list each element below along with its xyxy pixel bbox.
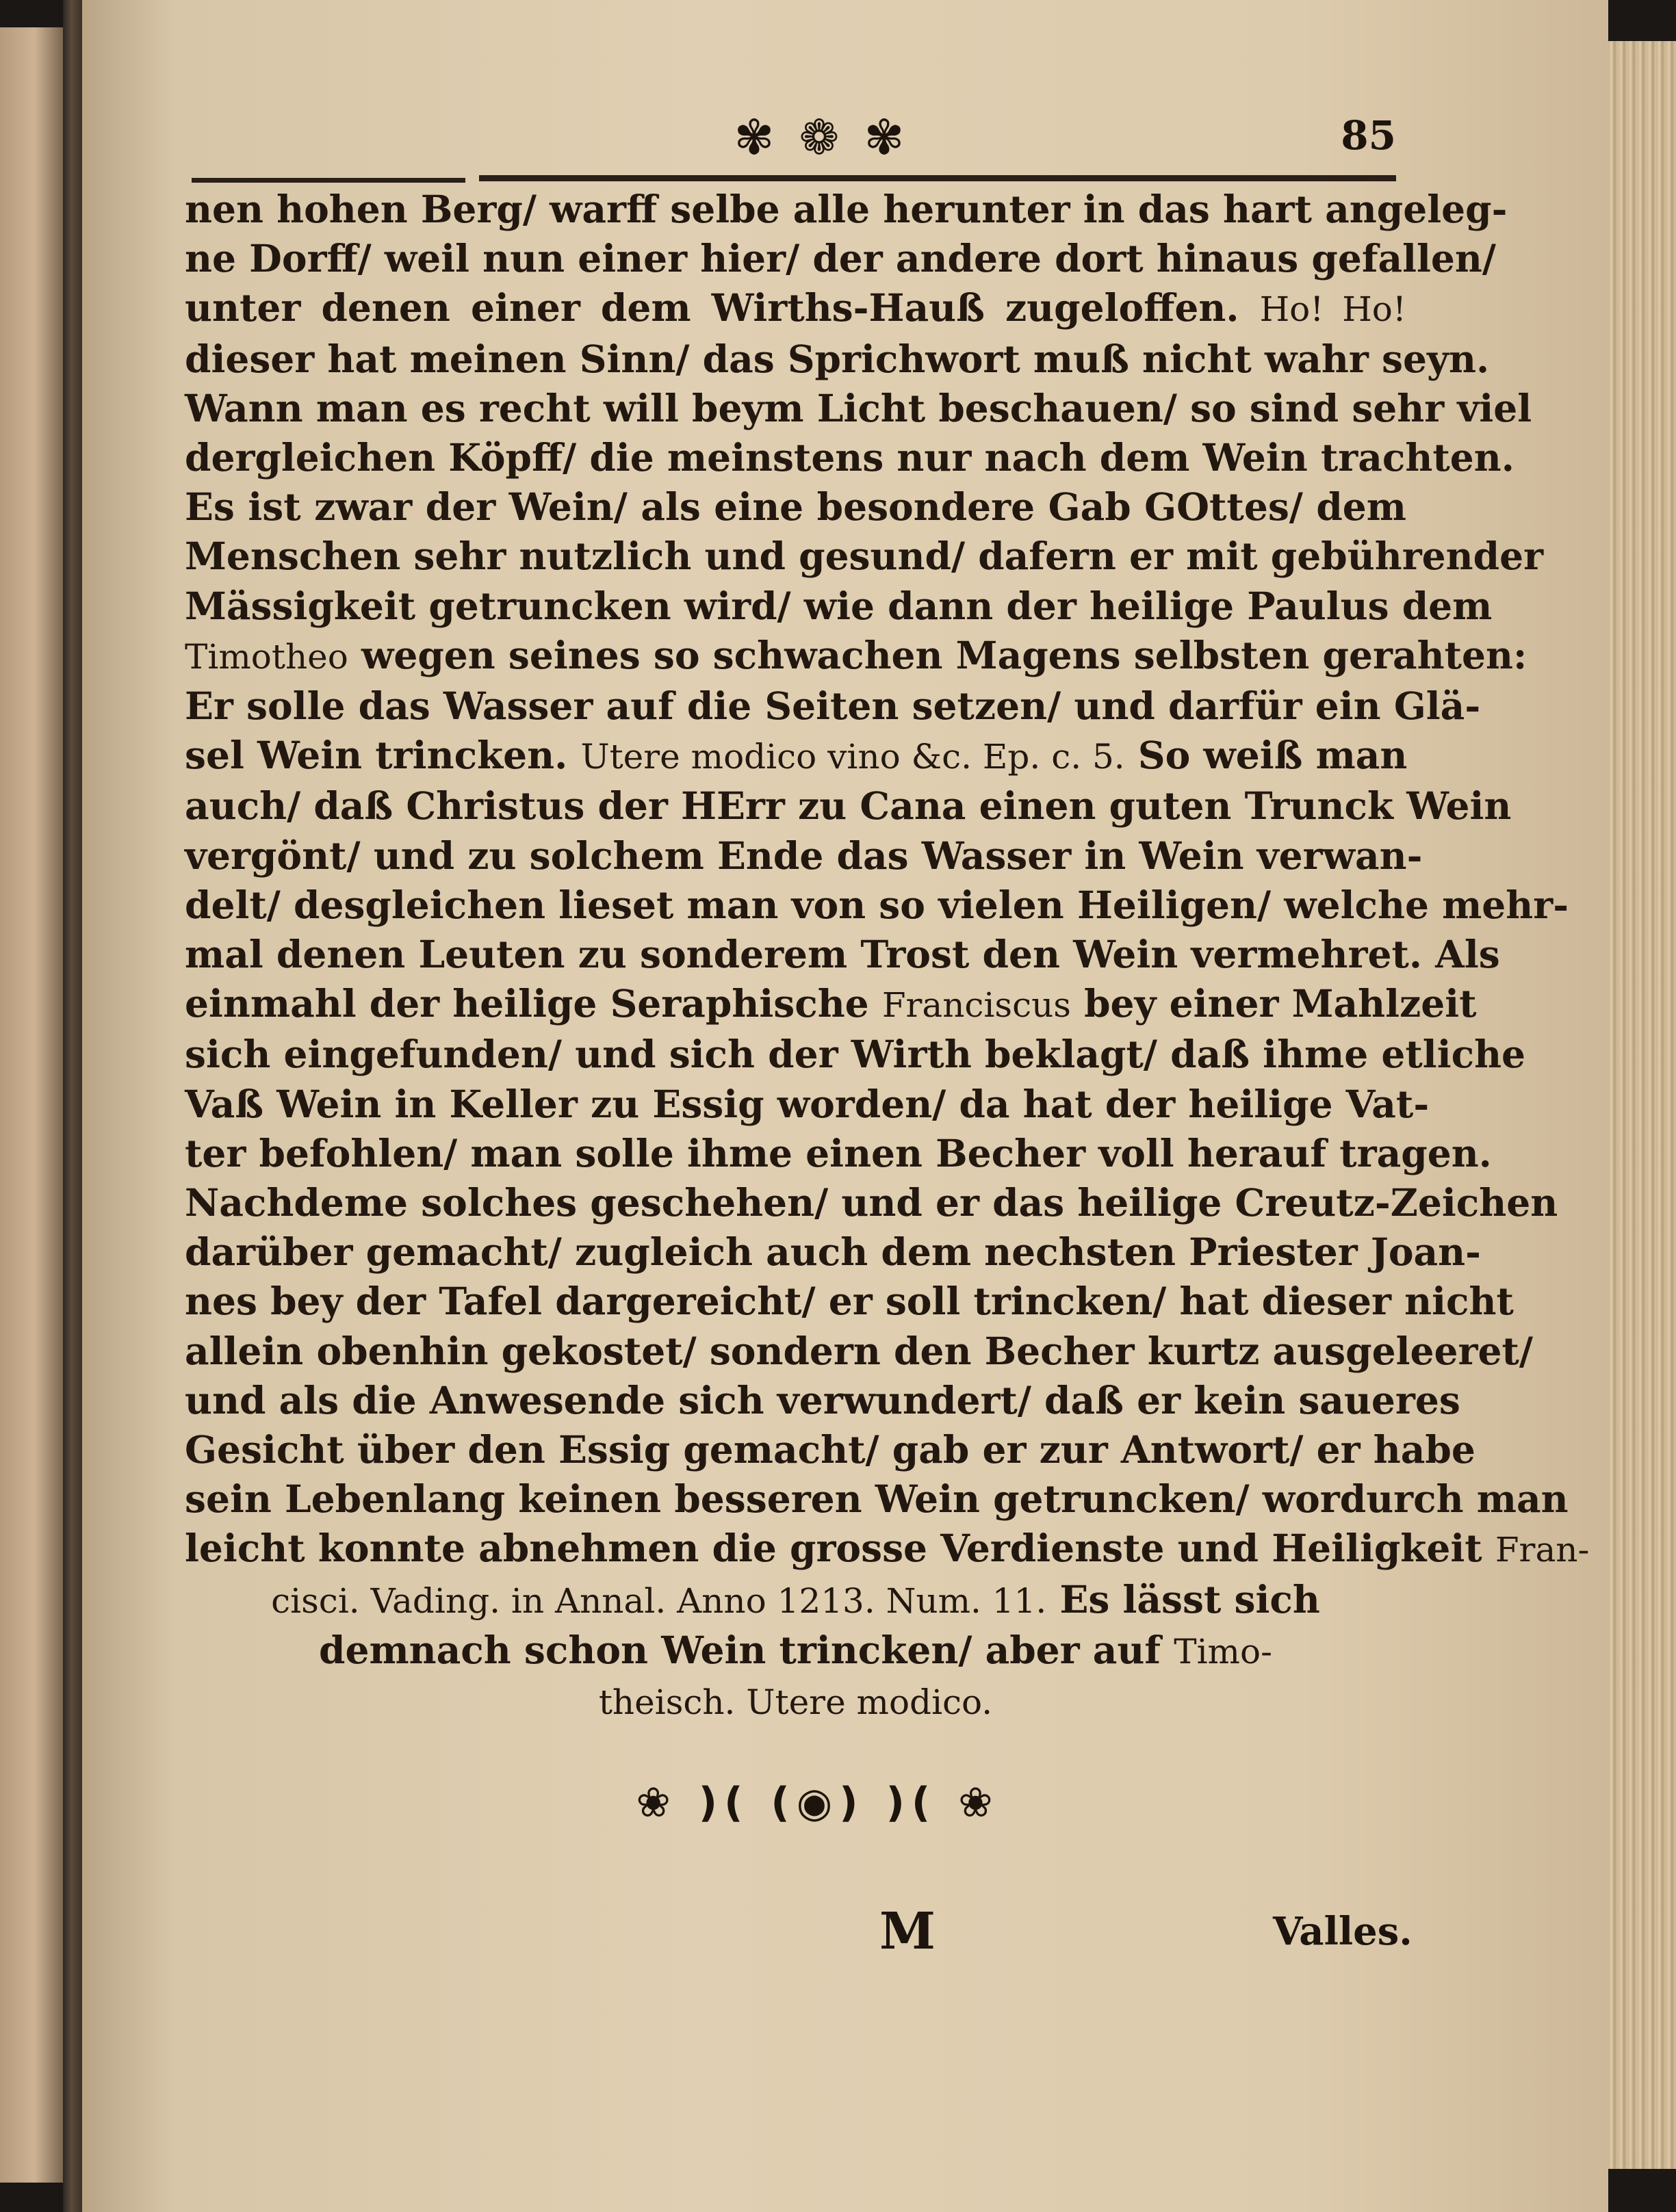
text-line (185, 433, 1514, 482)
text-line (185, 881, 1569, 930)
text-segment: sich eingefunden/ und sich der Wirth beklagt/ daß ihme etliche (185, 1032, 1526, 1077)
text-segment: demnach schon Wein trincken/ aber auf (319, 1627, 1174, 1672)
text-segment: unter denen einer dem Wirths-Hauß zugeloffen. (185, 285, 1260, 330)
text-line (185, 979, 1477, 1030)
text-line (185, 731, 1406, 781)
text-line (185, 681, 1481, 731)
text-line (185, 831, 1423, 881)
header-rule-right (479, 175, 1396, 181)
text-line (185, 1080, 1430, 1129)
text-line (185, 1030, 1526, 1079)
text-segment: darüber gemacht/ zugleich auch dem nechsten Priester Joan- (185, 1229, 1481, 1275)
text-segment: dergleichen Köpff/ die meinstens nur nach dem Wein trachten. (185, 435, 1514, 480)
text-line (185, 930, 1500, 979)
text-segment: Vaß Wein in Keller zu Essig worden/ da hat der heilige Vat- (185, 1081, 1430, 1126)
text-line (185, 1524, 1590, 1574)
text-line (185, 482, 1406, 532)
text-line (185, 1277, 1514, 1326)
text-line (185, 1129, 1492, 1178)
tailpiece-ornament: ❀ )( (◉) )( ❀ (636, 1779, 1000, 1827)
text-line (185, 1227, 1481, 1277)
text-segment: allein obenhin gekostet/ sondern den Becher kurtz ausgeleeret/ (185, 1328, 1533, 1373)
text-segment: mal denen Leuten zu sonderem Trost den Wein vermehret. Als (185, 932, 1500, 977)
text-segment: Es ist zwar der Wein/ als eine besondere Gab GOttes/ dem (185, 484, 1406, 530)
text-line (185, 1626, 1406, 1676)
text-segment: und als die Anwesende sich verwundert/ daß er kein saueres (185, 1377, 1460, 1422)
text-line (185, 185, 1508, 234)
text-segment: dieser hat meinen Sinn/ das Sprichwort muß nicht wahr seyn. (185, 336, 1490, 381)
text-segment: vergönt/ und zu solchem Ende das Wasser in Wein verwan- (185, 833, 1423, 878)
page-header (185, 109, 1403, 178)
signature-mark: M (879, 1902, 936, 1961)
text-segment: leicht konnte abnehmen die grosse Verdienste und Heiligkeit (185, 1526, 1495, 1571)
text-line (185, 1676, 1406, 1727)
text-segment: ter befohlen/ man solle ihme einen Becher voll herauf tragen. (185, 1130, 1492, 1175)
text-line (185, 582, 1493, 631)
book-gutter (63, 0, 82, 2212)
text-segment: ne Dorff/ weil nun einer hier/ der andere dort hinaus gefallen/ (185, 236, 1496, 281)
text-segment: Wann man es recht will beym Licht beschauen/ so sind sehr viel (185, 385, 1532, 430)
text-segment: nen hohen Berg/ warff selbe alle herunter in das hart angeleg- (185, 187, 1508, 231)
text-line (185, 1474, 1569, 1524)
text-line (185, 1178, 1558, 1227)
page-number: 85 (1341, 112, 1396, 159)
text-segment: Es lässt sich (1046, 1576, 1320, 1622)
text-segment: bey einer Mahlzeit (1070, 981, 1477, 1026)
text-segment: sein Lebenlang keinen besseren Wein getruncken/ wordurch man (185, 1476, 1569, 1522)
text-segment: Menschen sehr nutzlich und gesund/ dafern er mit gebührender (185, 534, 1544, 579)
catchword: Valles. (1273, 1909, 1413, 1954)
text-segment: auch/ daß Christus der HErr zu Cana einen guten Trunck Wein (185, 783, 1512, 829)
previous-page-edge (0, 27, 63, 2183)
text-segment: Gesicht über den Essig gemacht/ gab er zur Antwort/ er habe (185, 1427, 1475, 1472)
text-segment: einmahl der heilige Seraphische (185, 981, 882, 1026)
page-stack-edge (1608, 41, 1676, 2169)
latin-text-segment: theisch. Utere modico. (598, 1682, 993, 1723)
text-segment: Nachdeme solches geschehen/ und er das heilige Creutz-Zeichen (185, 1180, 1558, 1225)
latin-text-segment: Utere modico vino &c. Ep. c. 5. (580, 737, 1125, 777)
text-segment: So weiß man (1124, 733, 1408, 778)
header-rule-left (192, 178, 465, 183)
text-segment: delt/ desgleichen lieset man von so vielen Heiligen/ welche mehr- (185, 882, 1569, 927)
text-segment: wegen seines so schwachen Magens selbsten gerahten: (348, 632, 1527, 677)
latin-text-segment: Ho! Ho! (1259, 289, 1406, 330)
latin-text-segment: Timo- (1174, 1631, 1272, 1671)
header-ornament: ✾ ❁ ✾ (734, 109, 909, 166)
latin-text-segment: Franciscus (881, 985, 1071, 1026)
text-line (185, 1575, 1406, 1626)
text-line (185, 781, 1512, 831)
text-line (185, 384, 1532, 433)
text-line (185, 631, 1527, 681)
latin-text-segment: Timotheo (185, 636, 348, 677)
text-line (185, 1425, 1475, 1474)
text-line (185, 335, 1490, 384)
body-text (185, 185, 1590, 1727)
text-line (185, 532, 1544, 581)
text-line (185, 283, 1406, 334)
text-line (185, 1376, 1460, 1425)
latin-text-segment: cisci. Vading. in Annal. Anno 1213. Num. 11. (271, 1580, 1047, 1621)
text-segment: Mässigkeit getruncken wird/ wie dann der heilige Paulus dem (185, 583, 1493, 628)
text-segment: nes bey der Tafel dargereicht/ er soll trincken/ hat dieser nicht (185, 1279, 1514, 1324)
text-segment: sel Wein trincken. (185, 733, 581, 778)
text-line (185, 234, 1496, 283)
text-line (185, 1327, 1533, 1376)
text-segment: Er solle das Wasser auf die Seiten setzen/ und darfür ein Glä- (185, 684, 1481, 729)
latin-text-segment: Fran- (1495, 1530, 1590, 1570)
